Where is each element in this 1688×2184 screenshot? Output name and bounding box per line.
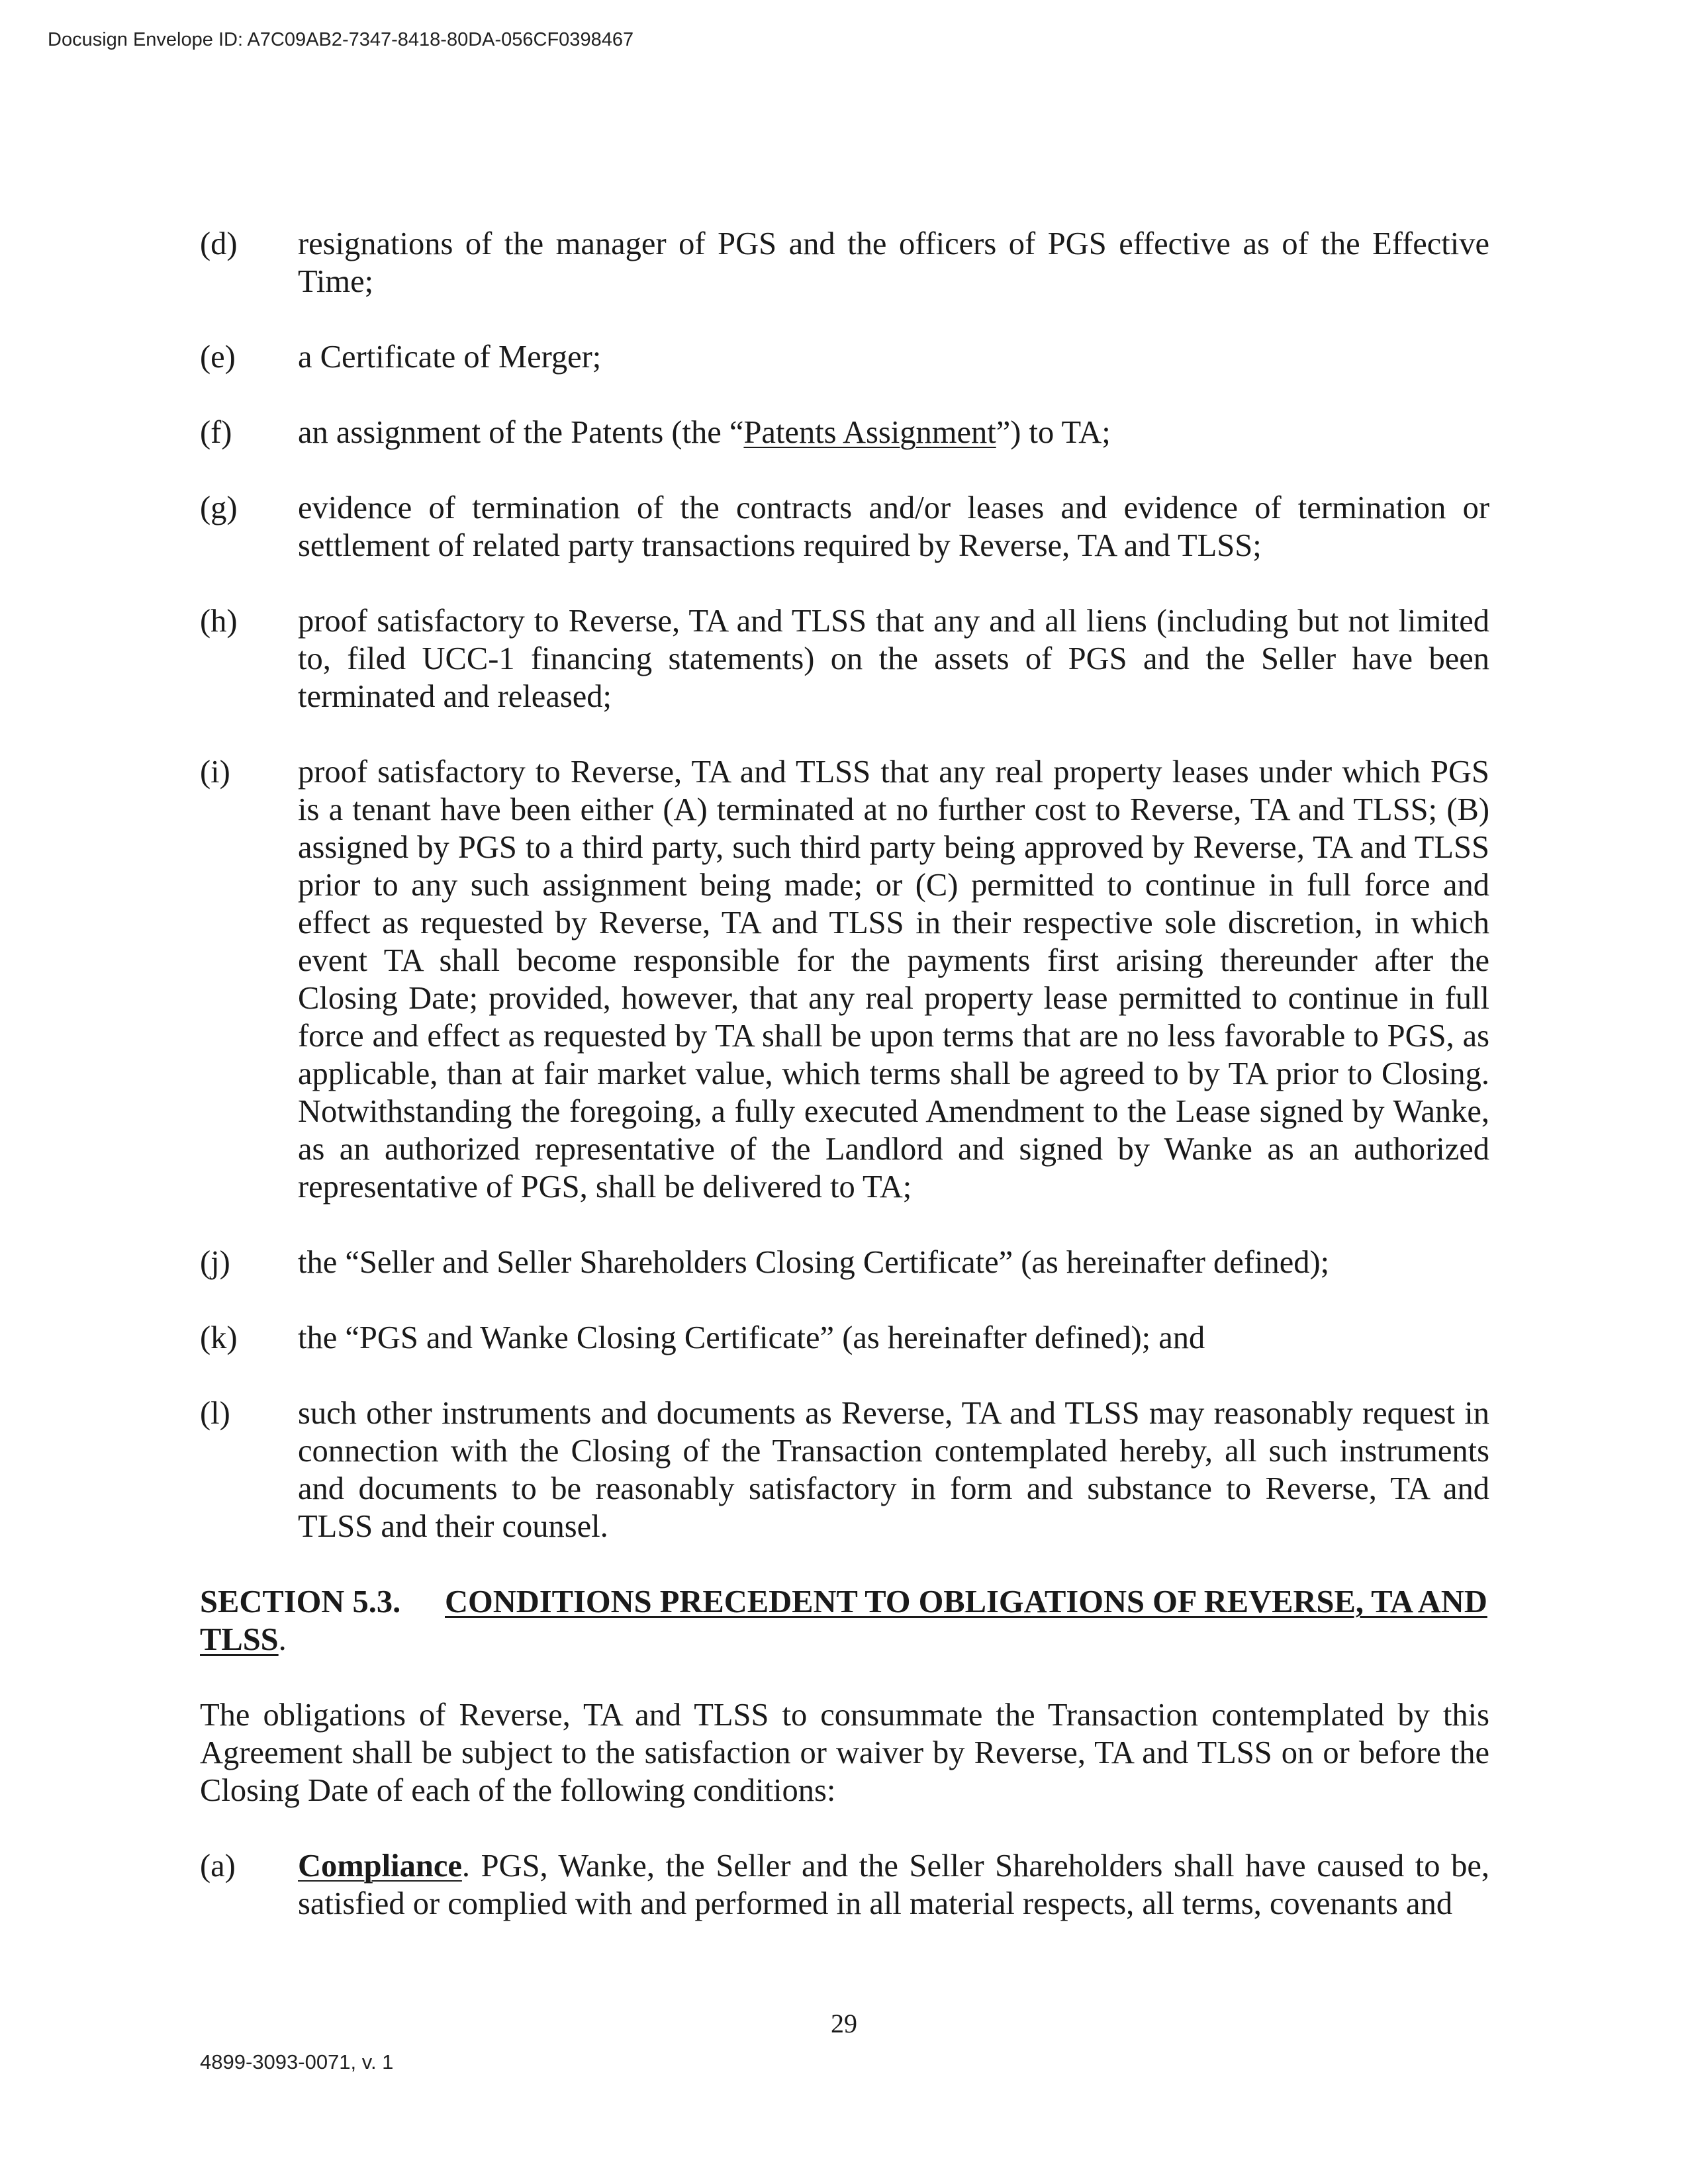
list-item-f <box>200 414 1489 451</box>
patents-assignment-term: Patents Assignment <box>743 415 996 450</box>
item-text-post: ”) to TA; <box>996 415 1111 450</box>
list-item-h <box>200 602 1489 715</box>
item-text: proof satisfactory to Reverse, TA and TLSS that any real property leases under which PGS is a tenant have been either (A) terminated at no further cost to Reverse, TA and TLSS; (B) assigned by PGS to a third party, such third party being approved by Reverse, TA and TLSS prior to any such assignment being made; or (C) permitted to continue in full force and effect as requested by Reverse, TA and TLSS in their respective sole discretion, in which event TA shall become responsible for the payments first arising thereunder after the Closing Date; provided, however, that any real property lease permitted to continue in full force and effect as requested by TA shall be upon terms that are no less favorable to PGS, as applicable, than at fair market value, which terms shall be agreed to by TA prior to Closing. Notwithstanding the foregoing, a fully executed Amendment to the Lease signed by Wanke, as an authorized representative of the Landlord and signed by Wanke as an authorized representative of PGS, shall be delivered to TA; <box>298 754 1489 1205</box>
document-id: 4899-3093-0071, v. 1 <box>200 2050 394 2073</box>
list-item-i <box>200 753 1489 1206</box>
item-text <box>298 414 1489 451</box>
item-label: (f) <box>200 415 232 450</box>
item-text: proof satisfactory to Reverse, TA and TLSS that any and all liens (including but not limited to, filed UCC-1 financing statements) on the assets of PGS and the Seller have been terminated and released; <box>298 604 1489 714</box>
page-body <box>200 225 1489 1960</box>
page-number: 29 <box>831 2009 857 2038</box>
item-label: (j) <box>200 1245 230 1280</box>
item-label: (l) <box>200 1396 230 1431</box>
compliance-heading: Compliance <box>298 1848 462 1884</box>
compliance-text: . PGS, Wanke, the Seller and the Seller Shareholders shall have caused to be, satisfied or complied with and performed in all material respects, all terms, covenants and <box>298 1848 1489 1921</box>
item-label: (a) <box>200 1848 236 1884</box>
list-item-a <box>200 1847 1489 1923</box>
item-text: a Certificate of Merger; <box>298 340 602 375</box>
item-text: the “PGS and Wanke Closing Certificate” (as hereinafter defined); and <box>298 1320 1205 1355</box>
item-text: resignations of the manager of PGS and the officers of PGS effective as of the Effective Time; <box>298 226 1489 299</box>
section-number: SECTION 5.3. <box>200 1584 401 1619</box>
item-label: (g) <box>200 490 238 525</box>
list-item-k <box>200 1319 1489 1357</box>
item-text: the “Seller and Seller Shareholders Closing Certificate” (as hereinafter defined); <box>298 1245 1330 1280</box>
item-text <box>298 1847 1489 1923</box>
list-item-j <box>200 1244 1489 1281</box>
item-label: (h) <box>200 604 238 639</box>
list-item-d <box>200 225 1489 300</box>
item-text: evidence of termination of the contracts and/or leases and evidence of termination or settlement of related party transactions required by Reverse, TA and TLSS; <box>298 490 1489 563</box>
list-item-l <box>200 1394 1489 1545</box>
list-item-g <box>200 489 1489 565</box>
intro-paragraph: The obligations of Reverse, TA and TLSS to consummate the Transaction contemplated by this Agreement shall be subject to the satisfaction or waiver by Reverse, TA and TLSS on or before the Closing Date of each of the following conditions: <box>200 1698 1489 1808</box>
item-label: (e) <box>200 340 236 375</box>
list-item-e <box>200 338 1489 376</box>
item-text-pre: an assignment of the Patents (the “ <box>298 415 744 450</box>
item-label: (i) <box>200 754 230 790</box>
section-heading <box>200 1583 1489 1659</box>
section-title: CONDITIONS PRECEDENT TO OBLIGATIONS OF REVERSE, TA AND TLSS <box>200 1584 1487 1657</box>
item-label: (d) <box>200 226 238 261</box>
section-period: . <box>278 1622 287 1657</box>
envelope-id: Docusign Envelope ID: A7C09AB2-7347-8418-80DA-056CF0398467 <box>48 29 634 50</box>
item-label: (k) <box>200 1320 238 1355</box>
item-text: such other instruments and documents as Reverse, TA and TLSS may reasonably request in connection with the Closing of the Transaction contemplated hereby, all such instruments and documents to be reasonably satisfactory in form and substance to Reverse, TA and TLSS and their counsel. <box>298 1396 1489 1544</box>
